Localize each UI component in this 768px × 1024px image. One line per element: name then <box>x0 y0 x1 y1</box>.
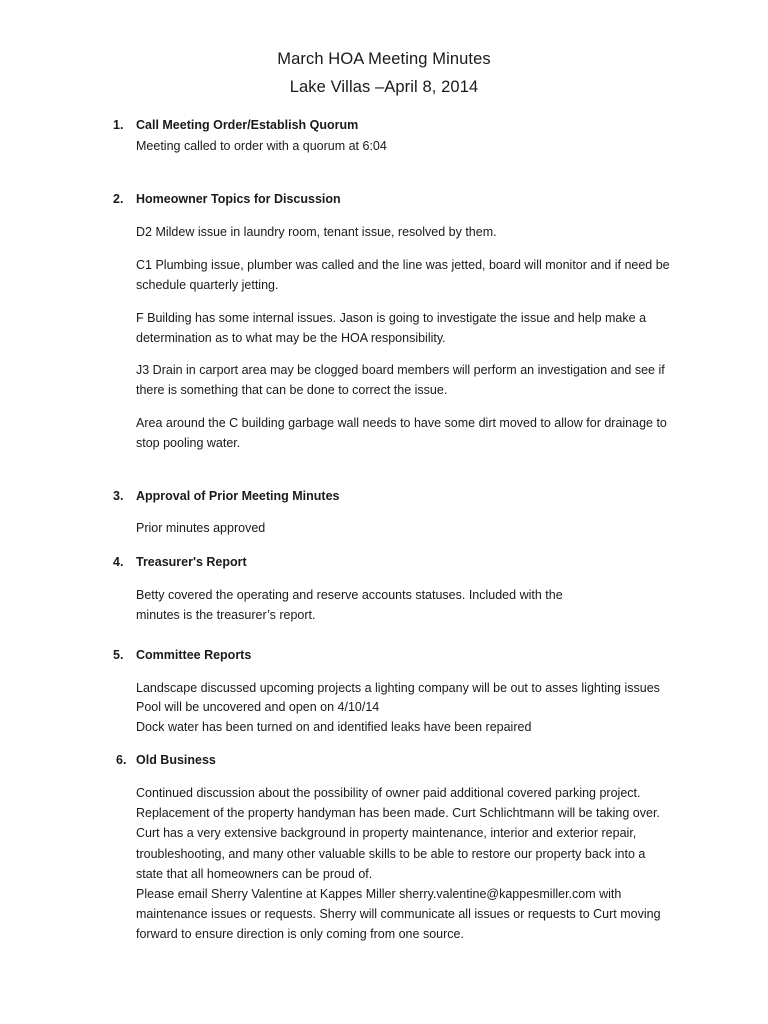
body-line: Betty covered the operating and reserve accounts statuses. Included with the <box>136 588 563 602</box>
body-line: Meeting called to order with a quorum at 6:04 <box>136 139 387 153</box>
body-line: schedule quarterly jetting. <box>136 278 279 292</box>
section-heading: Committee Reports <box>136 648 252 662</box>
section-number: 6. <box>116 753 127 767</box>
document-title: March HOA Meeting Minutes <box>277 50 491 68</box>
document-subtitle: Lake Villas –April 8, 2014 <box>289 78 479 96</box>
body-line: maintenance issues or requests. Sherry will communicate all issues or requests to Curt moving <box>136 907 661 921</box>
section-heading: Approval of Prior Meeting Minutes <box>136 489 340 503</box>
body-line: J3 Drain in carport area may be clogged board members will perform an investigation and see if <box>136 363 665 377</box>
body-line: F Building has some internal issues. Jason is going to investigate the issue and help make a <box>136 311 647 325</box>
body-line: minutes is the treasurer’s report. <box>136 608 316 622</box>
body-line: Pool will be uncovered and open on 4/10/14 <box>136 700 380 714</box>
body-line: Landscape discussed upcoming projects a lighting company will be out to asses lighting issues <box>136 681 660 695</box>
body-line: Curt has a very extensive background in property maintenance, interior and exterior repair, <box>136 826 637 840</box>
section-number: 5. <box>113 648 124 662</box>
section-heading: Old Business <box>136 753 216 767</box>
body-line: Please email Sherry Valentine at Kappes Miller sherry.valentine@kappesmiller.com with <box>136 887 622 901</box>
section-number: 2. <box>113 192 124 206</box>
body-line: Replacement of the property handyman has been made. Curt Schlichtmann will be taking over. <box>136 806 660 820</box>
section-number: 4. <box>113 555 124 569</box>
body-line: Dock water has been turned on and identified leaks have been repaired <box>136 720 532 734</box>
body-line: troubleshooting, and many other valuable skills to be able to restore our property back into a <box>136 847 646 861</box>
section-heading: Homeowner Topics for Discussion <box>136 192 341 206</box>
body-line: there is something that can be done to correct the issue. <box>136 383 448 397</box>
section-heading: Call Meeting Order/Establish Quorum <box>136 118 359 132</box>
body-line: forward to ensure direction is only coming from one source. <box>136 927 464 941</box>
body-line: determination as to what may be the HOA responsibility. <box>136 331 446 345</box>
body-line: Area around the C building garbage wall needs to have some dirt moved to allow for drainage to <box>136 416 667 430</box>
body-line: Continued discussion about the possibility of owner paid additional covered parking project. <box>136 786 641 800</box>
body-line: C1 Plumbing issue, plumber was called and the line was jetted, board will monitor and if need be <box>136 258 670 272</box>
body-line: Prior minutes approved <box>136 521 266 535</box>
section-heading: Treasurer's Report <box>136 555 247 569</box>
body-line: state that all homeowners can be proud of. <box>136 867 373 881</box>
section-number: 1. <box>113 118 124 132</box>
body-line: stop pooling water. <box>136 436 241 450</box>
section-number: 3. <box>113 489 124 503</box>
body-line: D2 Mildew issue in laundry room, tenant issue, resolved by them. <box>136 225 497 239</box>
